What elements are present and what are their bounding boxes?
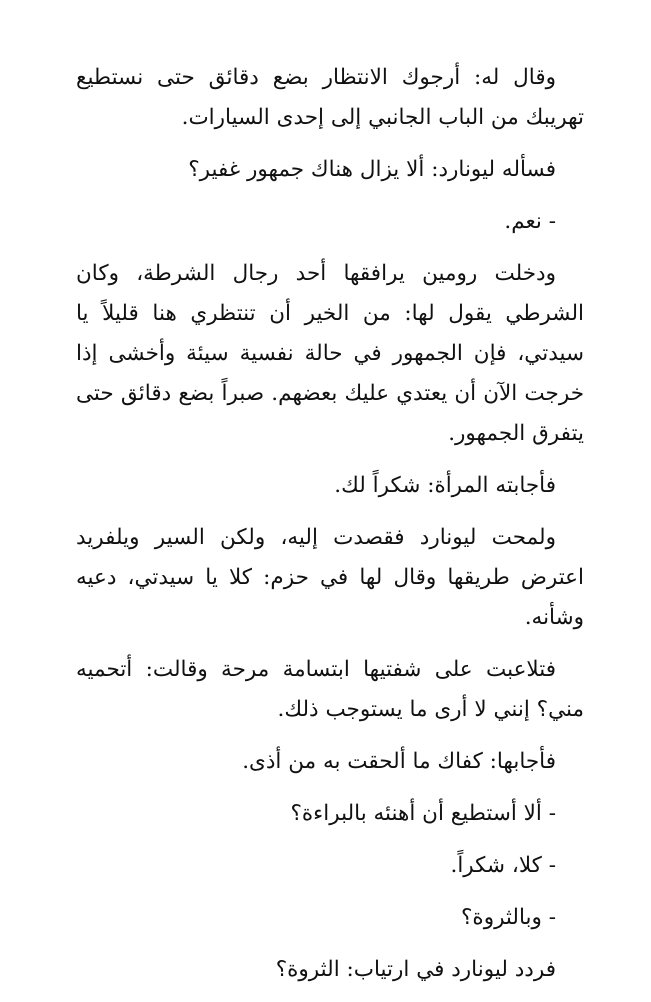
paragraph-10: - كلا، شكراً. [450, 853, 556, 878]
paragraph-2: فسأله ليونارد: ألا يزال هناك جمهور غفير؟ [188, 157, 556, 182]
paragraph-1: وقال له: أرجوك الانتظار بضع دقائق حتى نستطيع تهريبك من الباب الجانبي إلى إحدى السيارات. [76, 65, 584, 130]
paragraph-6: ولمحت ليونارد فقصدت إليه، ولكن السير ويلفريد اعترض طريقها وقال لها في حزم: كلا يا سيدتي، دعيه وشأنه. [76, 525, 584, 630]
paragraph-9: - ألا أستطيع أن أهنئه بالبراءة؟ [290, 801, 556, 826]
paragraph-4: ودخلت رومين يرافقها أحد رجال الشرطة، وكان الشرطي يقول لها: من الخير أن تنتظري هنا قليلاً يا سيدتي، فإن الجمهور في حالة نفسية سيئة وأخشى إذا خرجت الآن أن يعتدي عليك بعضهم. صبراً بضع دقائق حتى يتفرق الجمهور. [76, 261, 584, 446]
paragraph-8: فأجابها: كفاك ما ألحقت به من أذى. [242, 749, 556, 774]
paragraph-7: فتلاعبت على شفتيها ابتسامة مرحة وقالت: أتحميه مني؟ إنني لا أرى ما يستوجب ذلك. [76, 657, 584, 722]
paragraph-5: فأجابته المرأة: شكراً لك. [334, 473, 556, 498]
paragraph-11: - وبالثروة؟ [461, 905, 556, 930]
paragraph-12: فردد ليونارد في ارتياب: الثروة؟ [275, 957, 556, 982]
paragraph-3: - نعم. [504, 209, 556, 234]
book-page [76, 58, 584, 1002]
